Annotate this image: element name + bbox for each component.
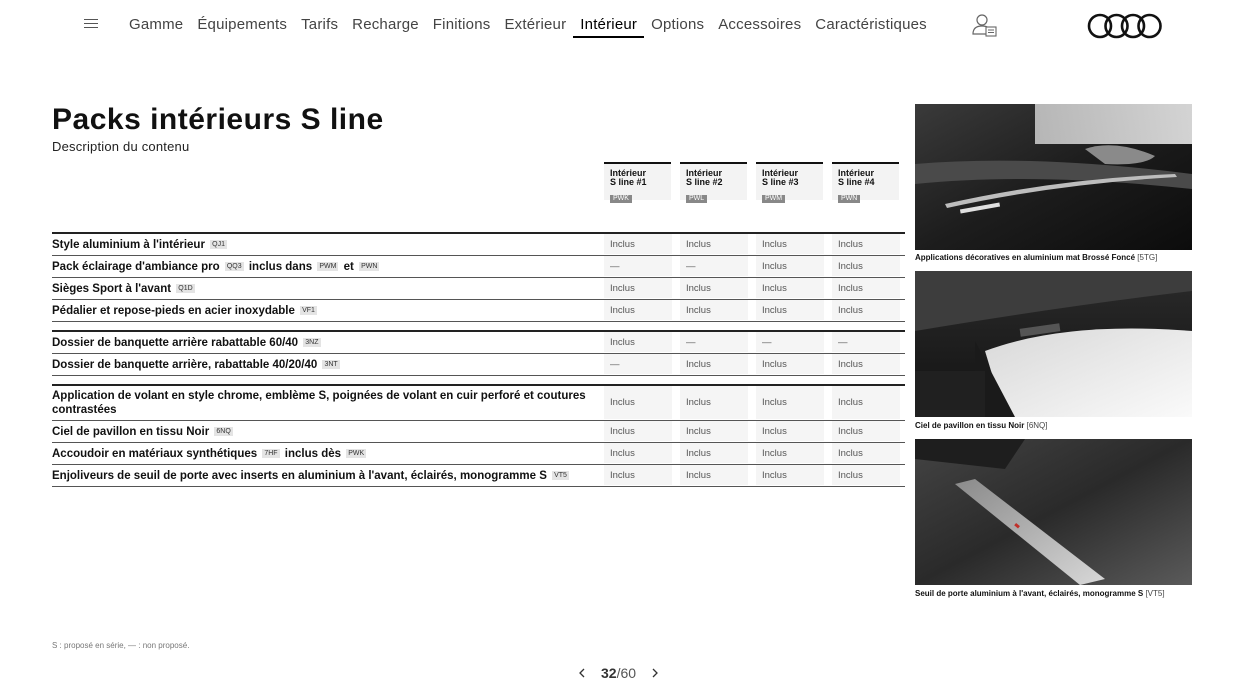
hamburger-menu-icon[interactable] bbox=[84, 19, 98, 31]
table-row bbox=[52, 421, 905, 443]
table-group bbox=[52, 384, 905, 487]
photo-caption: Ciel de pavillon en tissu Noir [6NQ] bbox=[915, 421, 1048, 430]
pagination bbox=[575, 663, 662, 683]
table-row bbox=[52, 256, 905, 278]
table-cell: Inclus bbox=[832, 234, 900, 255]
table-cell: Inclus bbox=[756, 386, 824, 420]
table-cell: Inclus bbox=[756, 256, 824, 277]
table-cell: Inclus bbox=[756, 234, 824, 255]
photo-door-sill bbox=[915, 439, 1192, 585]
row-label: Pédalier et repose-pieds en acier inoxydable VF1 bbox=[52, 304, 315, 317]
table-cell: Inclus bbox=[832, 354, 900, 375]
nav-items bbox=[122, 14, 934, 38]
option-code: VT5 bbox=[554, 471, 567, 479]
page-subtitle: Description du contenu bbox=[52, 139, 190, 154]
table-cell: Inclus bbox=[680, 234, 748, 255]
table-row bbox=[52, 465, 905, 487]
photo-caption: Applications décoratives en aluminium mat Brossé Foncé [5TG] bbox=[915, 253, 1158, 262]
column-header-name: Intérieur S line #3 bbox=[762, 168, 799, 187]
column-header-code: PWL bbox=[686, 195, 707, 203]
table-group bbox=[52, 330, 905, 376]
nav-item-accessoires[interactable]: Accessoires bbox=[718, 16, 802, 33]
current-page-number: 32 bbox=[601, 665, 617, 681]
previous-page-icon[interactable] bbox=[575, 666, 589, 680]
option-code: PWM bbox=[319, 262, 337, 270]
row-label: Accoudoir en matériaux synthétiques 7HF inclus dès PWK bbox=[52, 447, 365, 460]
option-code: VF1 bbox=[302, 306, 315, 314]
column-header-code: PWN bbox=[838, 195, 860, 203]
column-header-4 bbox=[832, 162, 899, 200]
next-page-icon[interactable] bbox=[648, 666, 662, 680]
table-cell: Inclus bbox=[756, 421, 824, 442]
table-row bbox=[52, 332, 905, 354]
table-cell: Inclus bbox=[604, 278, 672, 299]
option-code: Q1D bbox=[178, 284, 193, 292]
option-code: 3NT bbox=[324, 360, 338, 368]
row-label: Pack éclairage d'ambiance pro QQ3 inclus dans PWM et PWN bbox=[52, 260, 378, 273]
table-cell: Inclus bbox=[604, 234, 672, 255]
top-navigation bbox=[0, 0, 1244, 50]
row-label: Sièges Sport à l'avant Q1D bbox=[52, 282, 193, 295]
nav-item-equipements[interactable]: Équipements bbox=[197, 16, 288, 33]
table-group bbox=[52, 232, 905, 322]
row-label: Application de volant en style chrome, emblème S, poignées de volant en cuir perforé et coutures contrastées bbox=[52, 390, 586, 416]
nav-item-interieur[interactable]: Intérieur bbox=[573, 14, 644, 38]
nav-item-exterieur[interactable]: Extérieur bbox=[504, 16, 567, 33]
table-row bbox=[52, 300, 905, 322]
column-header-code: PWM bbox=[762, 195, 785, 203]
nav-item-caracteristiques[interactable]: Caractéristiques bbox=[815, 16, 927, 33]
photo-headliner bbox=[915, 271, 1192, 417]
row-label: Dossier de banquette arrière, rabattable 40/20/40 3NT bbox=[52, 358, 338, 371]
table-cell: Inclus bbox=[680, 354, 748, 375]
table-row bbox=[52, 354, 905, 376]
table-cell: Inclus bbox=[832, 300, 900, 321]
column-header-name: Intérieur S line #4 bbox=[838, 168, 875, 187]
column-header-code: PWK bbox=[610, 195, 632, 203]
table-cell: Inclus bbox=[680, 465, 748, 486]
audi-rings-logo bbox=[1087, 12, 1163, 40]
table-cell: Inclus bbox=[604, 465, 672, 486]
table-cell: Inclus bbox=[756, 300, 824, 321]
table-row bbox=[52, 443, 905, 465]
features-table bbox=[52, 232, 905, 487]
table-cell: — bbox=[604, 256, 672, 277]
column-header-name: Intérieur S line #2 bbox=[686, 168, 723, 187]
option-code: PWK bbox=[348, 449, 365, 457]
table-cell: Inclus bbox=[832, 386, 900, 420]
table-cell: Inclus bbox=[832, 256, 900, 277]
nav-item-gamme[interactable]: Gamme bbox=[129, 16, 184, 33]
table-cell: Inclus bbox=[680, 278, 748, 299]
table-cell: Inclus bbox=[680, 386, 748, 420]
table-cell: Inclus bbox=[604, 332, 672, 353]
table-cell: Inclus bbox=[756, 465, 824, 486]
table-cell: Inclus bbox=[832, 465, 900, 486]
option-code: 7HF bbox=[264, 449, 278, 457]
table-cell: — bbox=[756, 332, 824, 353]
row-label: Enjoliveurs de seuil de porte avec inserts en aluminium à l'avant, éclairés, monogramme S VT5 bbox=[52, 469, 567, 482]
row-label: Style aluminium à l'intérieur QJ1 bbox=[52, 238, 225, 251]
table-row bbox=[52, 278, 905, 300]
table-cell: — bbox=[832, 332, 900, 353]
table-cell: Inclus bbox=[756, 278, 824, 299]
nav-item-recharge[interactable]: Recharge bbox=[352, 16, 419, 33]
table-row bbox=[52, 234, 905, 256]
table-cell: Inclus bbox=[680, 421, 748, 442]
column-header-1 bbox=[604, 162, 671, 200]
table-cell: Inclus bbox=[832, 421, 900, 442]
table-cell: Inclus bbox=[756, 443, 824, 464]
table-row bbox=[52, 386, 905, 421]
table-cell: Inclus bbox=[756, 354, 824, 375]
photo-interior-door-trim bbox=[915, 104, 1192, 250]
configurator-user-icon[interactable] bbox=[969, 12, 999, 38]
table-cell: — bbox=[604, 354, 672, 375]
table-cell: Inclus bbox=[604, 443, 672, 464]
nav-item-tarifs[interactable]: Tarifs bbox=[301, 16, 339, 33]
nav-item-finitions[interactable]: Finitions bbox=[432, 16, 491, 33]
row-label: Ciel de pavillon en tissu Noir 6NQ bbox=[52, 425, 231, 438]
row-label: Dossier de banquette arrière rabattable 60/40 3NZ bbox=[52, 336, 319, 349]
option-code: 3NZ bbox=[305, 338, 319, 346]
total-pages: /60 bbox=[616, 665, 637, 681]
table-cell: Inclus bbox=[604, 300, 672, 321]
page-title: Packs intérieurs S line bbox=[52, 103, 384, 136]
table-cell: Inclus bbox=[604, 421, 672, 442]
option-code: QQ3 bbox=[226, 262, 242, 270]
column-header-3 bbox=[756, 162, 823, 200]
nav-item-options[interactable]: Options bbox=[651, 16, 705, 33]
photo-caption: Seuil de porte aluminium à l'avant, éclairés, monogramme S [VT5] bbox=[915, 589, 1165, 598]
column-header-name: Intérieur S line #1 bbox=[610, 168, 647, 187]
table-cell: Inclus bbox=[680, 300, 748, 321]
table-cell: Inclus bbox=[832, 278, 900, 299]
legend-footnote: S : proposé en série, — : non proposé. bbox=[52, 641, 190, 650]
column-header-2 bbox=[680, 162, 747, 200]
table-cell: — bbox=[680, 256, 748, 277]
option-code: QJ1 bbox=[212, 240, 225, 248]
option-code: 6NQ bbox=[216, 427, 231, 435]
table-cell: — bbox=[680, 332, 748, 353]
table-cell: Inclus bbox=[604, 386, 672, 420]
option-code: PWN bbox=[361, 262, 378, 270]
table-cell: Inclus bbox=[832, 443, 900, 464]
table-cell: Inclus bbox=[680, 443, 748, 464]
